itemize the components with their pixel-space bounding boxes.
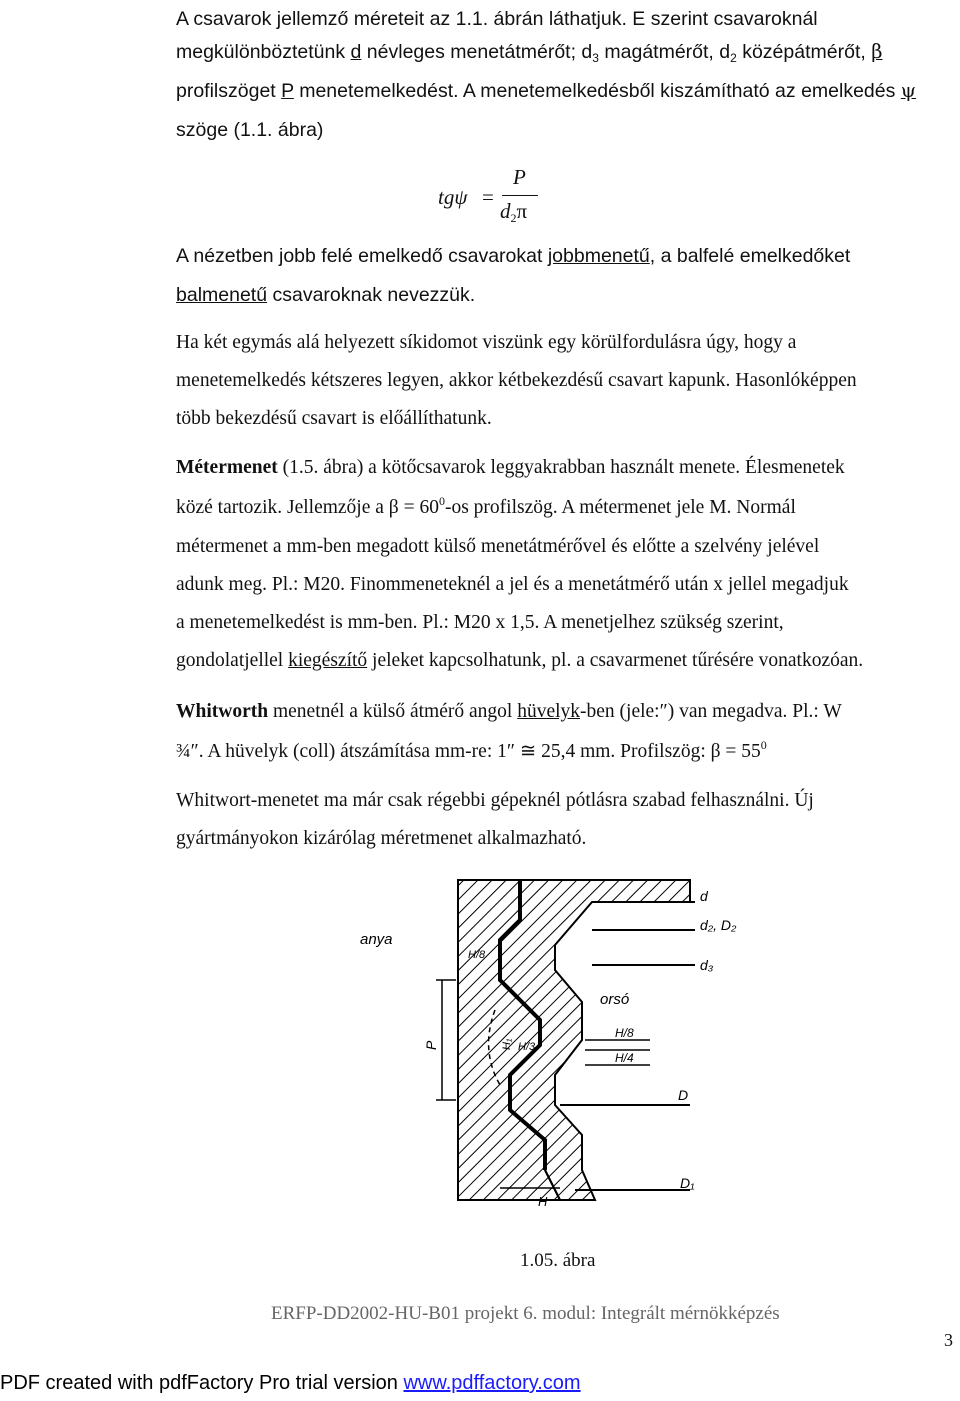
para5-line2: ¾″. A hüvelyk (coll) átszámítása mm-re: 1″ ≅ 25,4 mm. Profilszög: $\beta = 55^0$ bbox=[176, 738, 767, 762]
formula-equals: = bbox=[482, 185, 494, 209]
pdf-banner bbox=[0, 1372, 581, 1395]
para1-text: profilszöget bbox=[176, 80, 282, 102]
pdf-banner-text: PDF created with pdfFactory Pro trial version bbox=[0, 1372, 404, 1394]
symbol-d: d bbox=[350, 41, 362, 63]
label-P: P bbox=[423, 1040, 439, 1050]
para1-line2 bbox=[176, 33, 882, 72]
page-number: 3 bbox=[944, 1330, 953, 1350]
label-H1: H₁ bbox=[501, 1038, 513, 1050]
label-H8-right: H/8 bbox=[615, 1026, 634, 1040]
label-D: D bbox=[678, 1087, 689, 1103]
para3-line3: több bekezdésű csavart is előállíthatunk. bbox=[176, 408, 492, 429]
formula-fraction-bar bbox=[502, 195, 538, 196]
para1-text: menetemelkedést. A menetemelkedésből kiszámítható az emelkedés bbox=[293, 80, 901, 102]
symbol-psi: ψ bbox=[900, 79, 917, 102]
para4-line3: métermenet a mm-ben megadott külső menetátmérővel és előtte a szelvény jelével bbox=[176, 536, 820, 557]
symbol-P: P bbox=[281, 80, 294, 102]
para3-line1: Ha két egymás alá helyezett síkidomot viszünk egy körülfordulásra úgy, hogy a bbox=[176, 332, 797, 353]
sub-3: 3 bbox=[592, 51, 599, 65]
para4-line5: a menetemelkedést is mm-ben. Pl.: M20 x 1,5. A menetjelhez szükség szerint, bbox=[176, 612, 784, 633]
para6-line2: gyártmányokon kizárólag méretmenet alkalmazható. bbox=[176, 828, 587, 849]
para4-line4: adunk meg. Pl.: M20. Finommeneteknél a jel és a menetátmérő után x jellel megadjuk bbox=[176, 574, 849, 595]
label-H4: H/4 bbox=[615, 1051, 634, 1065]
thread-profile-figure bbox=[360, 870, 740, 1220]
para1-line3 bbox=[176, 72, 916, 111]
figure-caption: 1.05. ábra bbox=[520, 1250, 596, 1271]
para1-line4: szöge (1.1. ábra) bbox=[176, 119, 324, 141]
term-huvelyk: hüvelyk bbox=[517, 701, 581, 722]
term-whitworth: Whitworth bbox=[176, 701, 269, 722]
para5-line1: Whitworth menetnél a külső átmérő angol hüvelyk-ben (jele:″) van megadva. Pl.: W bbox=[176, 701, 842, 722]
para2-line1: A nézetben jobb felé emelkedő csavarokat jobbmenetű, a balfelé emelkedőket bbox=[176, 245, 851, 267]
para4-line1: Métermenet (1.5. ábra) a kötőcsavarok leggyakrabban használt menete. Élesmenetek bbox=[176, 457, 845, 478]
formula-numerator: P bbox=[513, 165, 526, 189]
formula-tg-psi bbox=[438, 165, 568, 225]
page-footer: ERFP-DD2002-HU-B01 projekt 6. modul: Integrált mérnökképzés bbox=[271, 1303, 780, 1324]
label-H3: H/3 bbox=[518, 1041, 536, 1053]
para1-text: névleges menetátmérőt; d bbox=[361, 41, 593, 63]
label-H: H bbox=[538, 1194, 548, 1209]
label-anya: anya bbox=[360, 931, 393, 948]
formula-lhs: tgψ bbox=[438, 185, 468, 209]
para1-text: magátmérőt, d bbox=[598, 41, 731, 63]
symbol-beta: β bbox=[871, 40, 883, 63]
pdffactory-link[interactable]: www.pdffactory.com bbox=[403, 1372, 581, 1394]
sub-2: 2 bbox=[730, 51, 737, 65]
term-metermenet: Métermenet bbox=[176, 457, 278, 478]
label-orso: orsó bbox=[600, 991, 630, 1008]
para2-line2: balmenetű csavaroknak nevezzük. bbox=[176, 284, 476, 306]
label-D1: D₁ bbox=[680, 1175, 695, 1191]
para1-text: középátmérőt, bbox=[736, 41, 872, 63]
label-H8-left: H/8 bbox=[468, 949, 486, 961]
para3-line2: menetemelkedés kétszeres legyen, akkor kétbekezdésű csavart kapunk. Hasonlóképpen bbox=[176, 370, 857, 391]
para1-line1: A csavarok jellemző méreteit az 1.1. ábrán láthatjuk. E szerint csavaroknál bbox=[176, 8, 818, 30]
para6-line1: Whitwort-menetet ma már csak régebbi gépeknél pótlásra szabad felhasználni. Új bbox=[176, 790, 814, 811]
term-kiegeszito: kiegészítő bbox=[288, 650, 368, 671]
para4-line6: gondolatjellel kiegészítő jeleket kapcsolhatunk, pl. a csavarmenet tűrésére vonatkozóan. bbox=[176, 650, 864, 671]
para1-text: megkülönböztetünk bbox=[176, 41, 351, 63]
para4-line2: közé tartozik. Jellemzője a $\beta = 60^0-os$ profilszög. A métermenet jele M. Normál bbox=[176, 494, 796, 518]
term-jobbmenetu: jobbmenetű bbox=[547, 245, 650, 267]
term-balmenetu: balmenetű bbox=[176, 284, 268, 306]
label-d3: d₃ bbox=[700, 957, 714, 973]
formula-denominator: $d_2\pi$ bbox=[500, 199, 528, 225]
label-d2-D2: d₂, D₂ bbox=[700, 917, 737, 933]
label-d: d bbox=[700, 888, 708, 904]
